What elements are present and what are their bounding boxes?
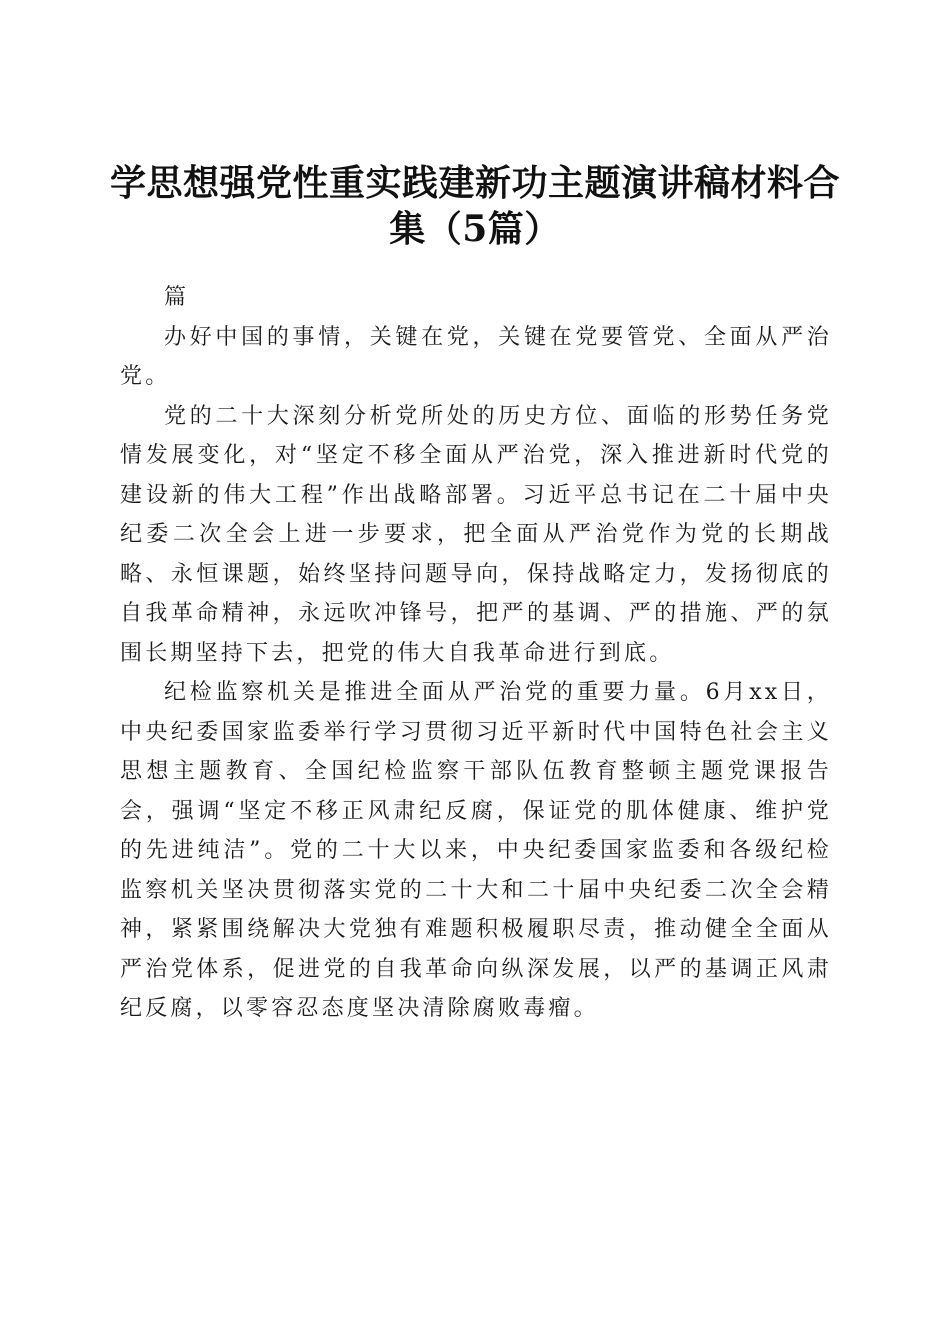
title-line-2: 集（5篇） [389, 208, 561, 251]
section-marker: 篇 [164, 285, 190, 310]
document-body [120, 278, 832, 1029]
paragraph-2: 党的二十大深刻分析党所处的历史方位、面临的形势任务党情发展变化，对“坚定不移全面从严治党，深入推进新时代党的建设新的伟大工程”作出战略部署。习近平总书记在二十届中央纪委二次全会上进一步要求，把全面从严治党作为党的长期战略、永恒课题，始终坚持问题导向，保持战略定力，发扬彻底的自我革命精神，永远吹冲锋号，把严的基调、严的措施、严的氛围长期坚持下去，把党的伟大自我革命进行到底。 [120, 403, 832, 666]
paragraph-1: 办好中国的事情，关键在党，关键在党要管党、全面从严治党。 [120, 324, 832, 389]
title-line-1: 学思想强党性重实践建新功主题演讲稿材料合 [109, 162, 840, 205]
paragraph-3: 纪检监察机关是推进全面从严治党的重要力量。6月xx日，中央纪委国家监委举行学习贯彻习近平新时代中国特色社会主义思想主题教育、全国纪检监察干部队伍教育整顿主题党课报告会，强调“坚定不移正风肃纪反腐，保证党的肌体健康、维护党的先进纯洁”。党的二十大以来，中央纪委国家监委和各级纪检监察机关坚决贯彻落实党的二十大和二十届中央纪委二次全会精神，紧紧围绕解决大党独有难题积极履职尽责，推动健全全面从严治党体系，促进党的自我革命向纵深发展，以严的基调正风肃纪反腐，以零容忍态度坚决清除腐败毒瘤。 [120, 680, 832, 1021]
document-title [100, 160, 850, 252]
